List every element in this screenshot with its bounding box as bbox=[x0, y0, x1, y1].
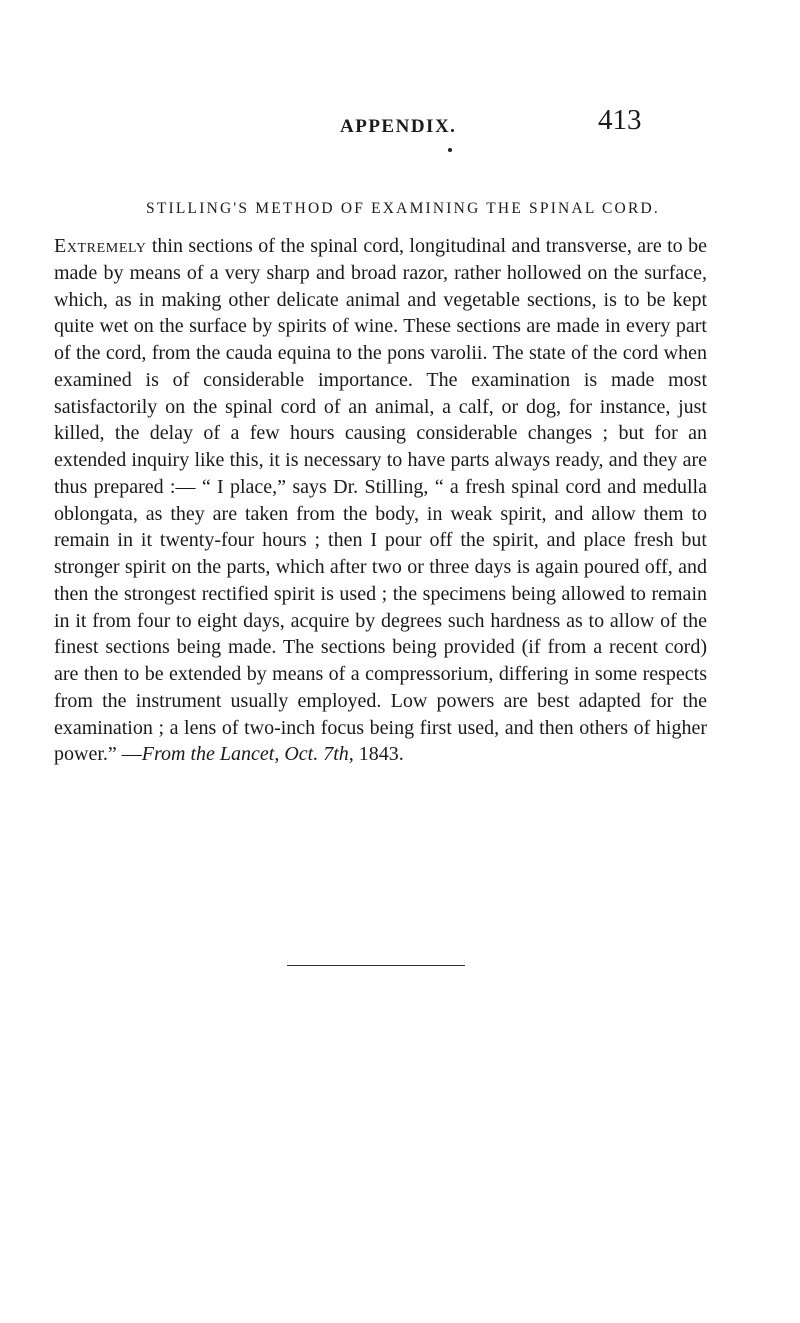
stray-mark bbox=[448, 148, 452, 152]
lead-word: Extremely bbox=[54, 235, 147, 257]
body-paragraph bbox=[54, 233, 707, 768]
paragraph-text: thin sections of the spinal cord, longitudinal and transverse, are to be made by means of a very sharp and broad razor, rather hollowed on the surface, which, as in making other delicate animal and vegetable sections, is to be kept quite wet on the surface by spirits of wine. These sections are made in every part of the cord, from the cauda equina to the pons varolii. The state of the cord when examined is of considerable importance. The examination is made most satisfactorily on the spinal cord of an animal, a calf, or dog, for instance, just killed, the delay of a few hours causing considerable changes ; but for an extended inquiry like this, it is necessary to have parts always ready, and they are thus prepared :— “ I place,” says Dr. Stilling, “ a fresh spinal cord and medulla oblongata, as they are taken from the body, in weak spirit, and allow them to remain in it twenty-four hours ; then I pour off the spirit, and place fresh but stronger spirit on the parts, which after two or three days is again poured off, and then the strongest rectified spirit is used ; the specimens being allowed to remain in it from four to eight days, acquire by degrees such hardness as to allow of the finest sections being made. The sections being provided (if from a recent cord) are then to be extended by means of a compressorium, differing in some respects from the instrument usually employed. Low powers are best adapted for the examination ; a lens of two-inch focus being first used, and then others of higher power.” — bbox=[54, 235, 707, 766]
page-header bbox=[0, 104, 800, 144]
running-head: APPENDIX. bbox=[340, 116, 457, 137]
end-rule bbox=[287, 965, 465, 966]
citation-source: From the Lancet, Oct. 7th, bbox=[141, 743, 354, 766]
section-title: STILLING'S METHOD OF EXAMINING THE SPINAL CORD. bbox=[146, 200, 660, 217]
citation-year: 1843. bbox=[353, 743, 404, 766]
page-number: 413 bbox=[598, 104, 642, 136]
